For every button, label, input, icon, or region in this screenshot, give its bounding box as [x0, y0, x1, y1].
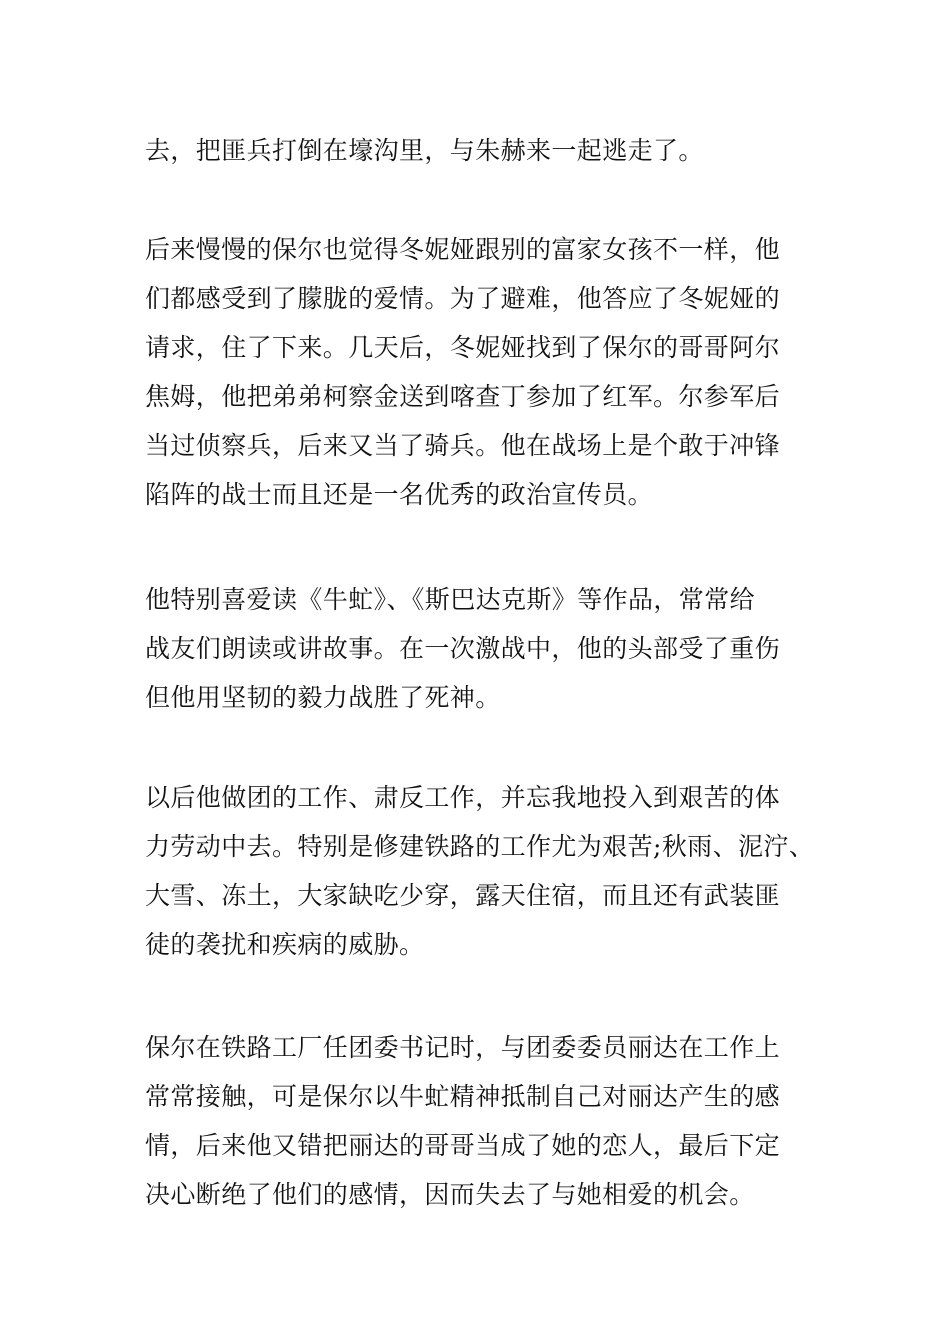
paragraph-line: 力劳动中去。特别是修建铁路的工作尤为艰苦;秋雨、泥泞、 [145, 832, 815, 861]
paragraph-line: 去，把匪兵打倒在壕沟里，与朱赫来一起逃走了。 [145, 136, 704, 165]
paragraph-3 [145, 575, 825, 722]
paragraph-1 [145, 126, 825, 175]
paragraph-line: 们都感受到了朦胧的爱情。为了避难，他答应了冬妮娅的 [145, 284, 781, 313]
paragraph-line: 后来慢慢的保尔也觉得冬妮娅跟别的富家女孩不一样，他 [145, 235, 781, 264]
paragraph-line: 保尔在铁路工厂任团委书记时，与团委委员丽达在工作上 [145, 1033, 781, 1062]
paragraph-4 [145, 773, 825, 969]
paragraph-line: 当过侦察兵，后来又当了骑兵。他在战场上是个敢于冲锋 [145, 431, 781, 460]
paragraph-line: 战友们朗读或讲故事。在一次激战中，他的头部受了重伤 [145, 634, 781, 663]
paragraph-line: 大雪、冻土，大家缺吃少穿，露天住宿，而且还有武装匪 [145, 881, 781, 910]
paragraph-line: 他特别喜爱读《牛虻》、《斯巴达克斯》等作品，常常给 [145, 585, 756, 614]
paragraph-line: 陷阵的战士而且还是一名优秀的政治宣传员。 [145, 480, 654, 509]
paragraph-line: 请求，住了下来。几天后，冬妮娅找到了保尔的哥哥阿尔 [145, 333, 781, 362]
paragraph-2 [145, 225, 825, 519]
paragraph-line: 常常接触，可是保尔以牛虻精神抵制自己对丽达产生的感 [145, 1082, 781, 1111]
paragraph-5 [145, 1023, 825, 1219]
paragraph-line: 情，后来他又错把丽达的哥哥当成了她的恋人，最后下定 [145, 1131, 781, 1160]
paragraph-line: 徒的袭扰和疾病的威胁。 [145, 930, 425, 959]
paragraph-line: 以后他做团的工作、肃反工作，并忘我地投入到艰苦的体 [145, 783, 781, 812]
paragraph-line: 但他用坚韧的毅力战胜了死神。 [145, 683, 501, 712]
paragraph-line: 决心断绝了他们的感情，因而失去了与她相爱的机会。 [145, 1180, 755, 1209]
paragraph-line: 焦姆，他把弟弟柯察金送到喀查丁参加了红军。尔参军后 [145, 382, 781, 411]
